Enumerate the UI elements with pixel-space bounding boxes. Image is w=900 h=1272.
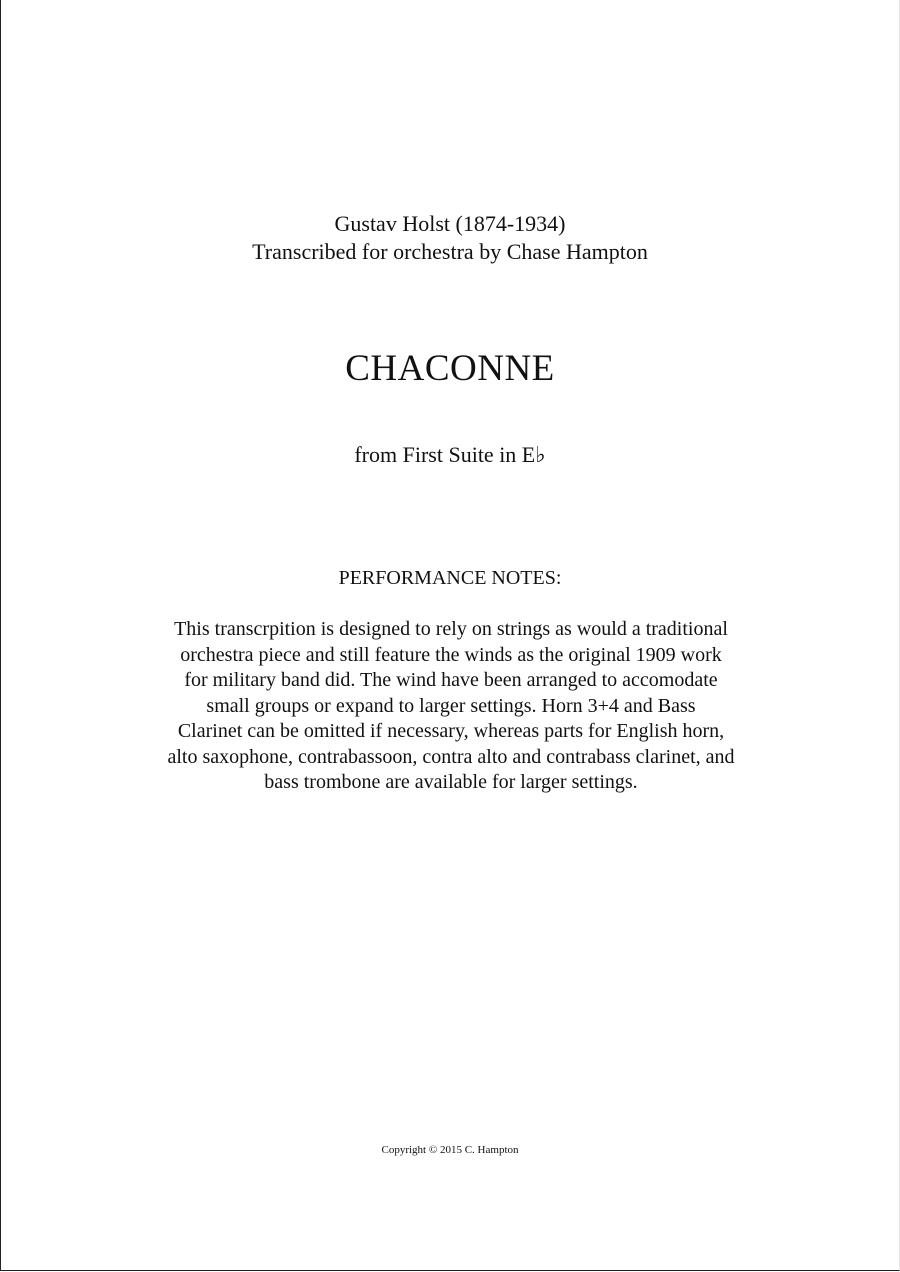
- performance-notes-line: This transcrpition is designed to rely on strings as would a traditional: [174, 618, 728, 640]
- piece-title: CHACONNE: [345, 348, 555, 389]
- performance-notes-line: for military band did. The wind have been arranged to accomodate: [184, 669, 718, 691]
- performance-notes-line: bass trombone are available for larger settings.: [264, 771, 638, 793]
- performance-notes-line: small groups or expand to larger settings. Horn 3+4 and Bass: [206, 694, 696, 717]
- copyright-notice: Copyright © 2015 C. Hampton: [381, 1144, 519, 1156]
- performance-notes-line: orchestra piece and still feature the winds as the original 1909 work: [180, 643, 722, 666]
- performance-notes-body: [106, 617, 796, 796]
- composer-block: [1, 210, 899, 266]
- performance-notes-heading: PERFORMANCE NOTES:: [338, 567, 562, 589]
- piece-subtitle: from First Suite in E♭: [354, 442, 546, 467]
- performance-notes-line: alto saxophone, contrabassoon, contra alto and contrabass clarinet, and: [167, 745, 735, 768]
- composer-name: Gustav Holst (1874-1934): [334, 211, 566, 236]
- transcriber-credit: Transcribed for orchestra by Chase Hampton: [252, 239, 648, 264]
- performance-notes-line: Clarinet can be omitted if necessary, whereas parts for English horn,: [177, 720, 725, 742]
